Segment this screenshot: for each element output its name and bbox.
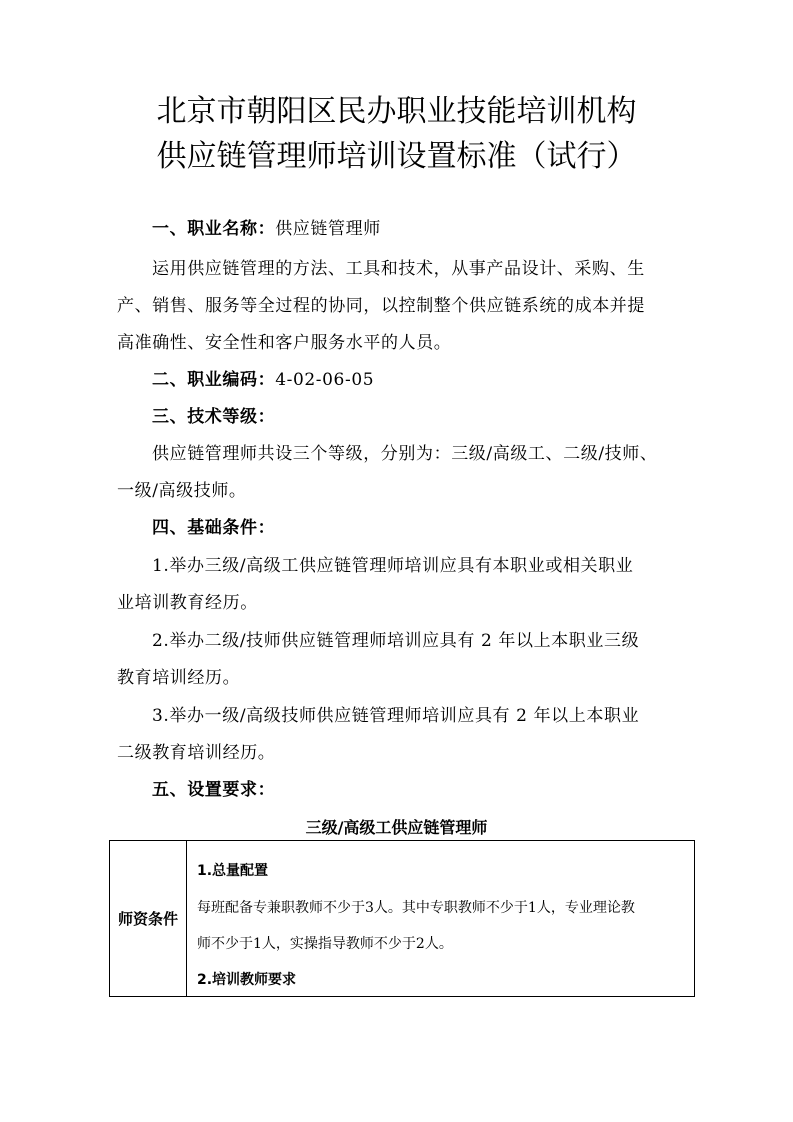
section-3-heading: 三、技术等级：	[152, 407, 276, 427]
section-4-body-line: 二级教育培训经历。	[117, 743, 276, 763]
item-1-line: 师不少于1人，实操指导教师不少于2人。	[197, 936, 453, 952]
section-2-heading: 二、职业编码：	[152, 370, 276, 390]
section-4-body-line: 1.举办三级/高级工供应链管理师培训应具有本职业或相关职业	[152, 556, 634, 576]
table-row-content	[187, 841, 694, 996]
section-4-body-line: 2.举办二级/技师供应链管理师培训应具有 2 年以上本职业三级	[152, 631, 640, 651]
section-4-body-line: 3.举办一级/高级技师供应链管理师培训应具有 2 年以上本职业	[152, 706, 640, 726]
section-1-heading: 一、职业名称：	[152, 219, 276, 239]
table-row-label: 师资条件	[110, 841, 187, 996]
section-3-body-line: 一级/高级技师。	[117, 481, 247, 501]
item-1-line: 每班配备专兼职教师不少于3人。其中专职教师不少于1人，专业理论教	[197, 900, 635, 916]
section-1-value: 供应链管理师	[275, 219, 381, 239]
section-4-body-line: 教育培训经历。	[117, 668, 241, 688]
section-1-body-line: 产、销售、服务等全过程的协同，以控制整个供应链系统的成本并提	[117, 296, 645, 316]
section-1-heading-line	[152, 218, 717, 240]
section-4-heading: 四、基础条件：	[152, 518, 276, 538]
section-2-value: 4-02-06-05	[275, 370, 375, 390]
requirements-table	[109, 840, 695, 997]
section-3-body-line: 供应链管理师共设三个等级，分别为：三级/高级工、二级/技师、	[152, 444, 658, 464]
table-caption: 三级/高级工供应链管理师	[305, 818, 488, 837]
section-2-heading-line	[152, 369, 717, 391]
section-1-body-line: 运用供应链管理的方法、工具和技术，从事产品设计、采购、生	[152, 259, 645, 279]
section-4-body-line: 业培训教育经历。	[117, 593, 258, 613]
item-1-title: 1.总量配置	[197, 863, 269, 879]
document-title-line-1: 北京市朝阳区民办职业技能培训机构	[156, 94, 637, 129]
section-5-heading: 五、设置要求：	[152, 780, 276, 800]
section-1-body-line: 高准确性、安全性和客户服务水平的人员。	[117, 333, 452, 353]
item-2-title: 2.培训教师要求	[197, 972, 297, 988]
document-title-line-2: 供应链管理师培训设置标准（试行）	[156, 139, 637, 174]
